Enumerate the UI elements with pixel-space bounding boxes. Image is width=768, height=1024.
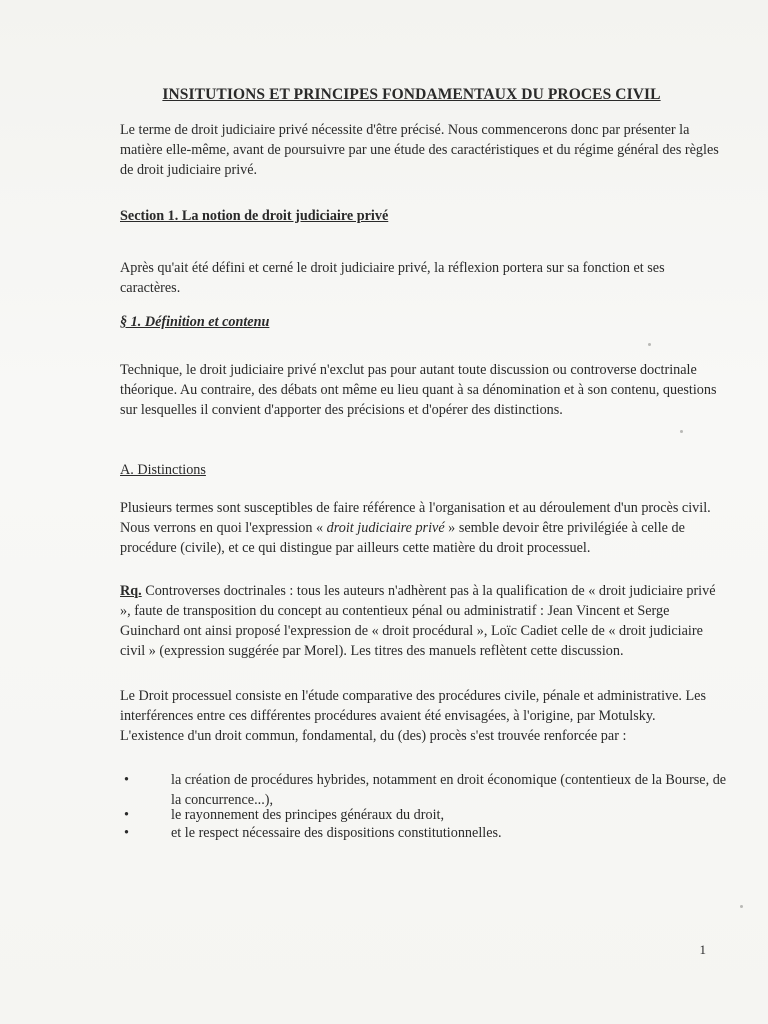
bullet-item [120, 770, 727, 810]
paragraph-1-text: Technique, le droit judiciaire privé n'exclut pas pour autant toute discussion ou controverse doctrinale théorique. Au contraire, des débats ont même eu lieu quant à sa dénomination et à son contenu, questions sur lesquelles il convient d'apporter des précisions et d'opérer des distinctions. [120, 362, 717, 418]
document-title: INSITUTIONS ET PRINCIPES FONDAMENTAUX DU PROCES CIVIL [162, 86, 661, 103]
remark-label: Rq. [120, 583, 142, 599]
bullet-item [120, 823, 720, 843]
bullet-marker: • [124, 772, 129, 788]
bullet-text: le rayonnement des principes généraux du droit, [171, 807, 445, 823]
paragraph-1-heading: § 1. Définition et contenu [120, 314, 270, 330]
subsection-a-text-start: Plusieurs termes sont susceptibles de faire référence à l'organisation et au déroulement d'un procès civil. Nous verrons en quoi l'expression « [120, 500, 711, 536]
bullet-marker: • [124, 825, 129, 841]
bullet-item [120, 805, 720, 825]
remark-paragraph [120, 581, 720, 661]
section-1-paragraph: Après qu'ait été défini et cerné le droit judiciaire privé, la réflexion portera sur sa fonction et ses caractères. [120, 260, 665, 296]
page-number: 1 [699, 942, 706, 957]
intro-paragraph: Le terme de droit judiciaire privé nécessite d'être précisé. Nous commencerons donc par présenter la matière elle-même, avant de poursuivre par une étude des caractéristiques et du régime général des règles de droit judiciaire privé. [120, 122, 719, 178]
bullet-marker: • [124, 807, 129, 823]
subsection-a-text-end: » semble devoir être privilégiée à celle de procédure (civile), et ce qui distingue par ailleurs cette matière du droit processuel. [120, 520, 685, 556]
droit-processuel-paragraph: Le Droit processuel consiste en l'étude comparative des procédures civile, pénale et administrative. Les interférences entre ces différentes procédures avaient été envisagées, à l'origine, par Motulsky. L'existence d'un droit commun, fondamental, du (des) procès s'est trouvée renforcée par : [120, 688, 706, 744]
subsection-a-heading: A. Distinctions [120, 462, 206, 478]
scan-speck [740, 905, 743, 908]
scan-speck [680, 430, 683, 433]
section-1-heading: Section 1. La notion de droit judiciaire privé [120, 208, 389, 224]
subsection-a-paragraph [120, 498, 720, 558]
scan-speck [648, 343, 651, 346]
bullet-text: la création de procédures hybrides, notamment en droit économique (contentieux de la Bourse, de la concurrence...), [171, 772, 727, 808]
remark-text: Controverses doctrinales : tous les auteurs n'adhèrent pas à la qualification de « droit judiciaire privé », faute de transposition du concept au contentieux pénal ou administratif : Jean Vincent et Serge Guinchard ont ainsi proposé l'expression de « droit procédural », Loïc Cadiet celle de « droit judiciaire civil » (expression suggérée par Morel). Les titres des manuels reflètent cette discussion. [120, 583, 716, 659]
bullet-text: et le respect nécessaire des dispositions constitutionnelles. [171, 825, 502, 841]
subsection-a-italic-term: droit judiciaire privé [326, 520, 445, 536]
